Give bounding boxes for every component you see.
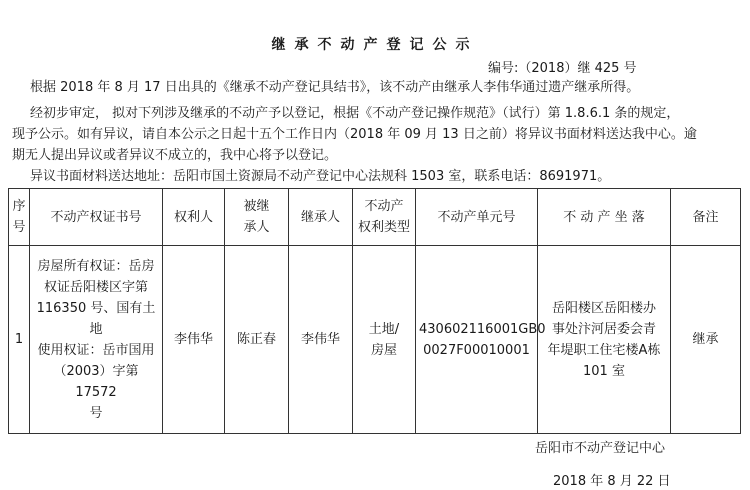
- paragraph-objection-address: 异议书面材料送达地址：岳阳市国土资源局不动产登记中心法规科 1503 室，联系电话：8691971。: [30, 169, 611, 184]
- cell-decedent: 陈正春: [225, 246, 289, 434]
- paragraph-basis: 根据 2018 年 8 月 17 日出具的《继承不动产登记具结书》，该不动产由继承人李伟华通过遗产继承所得。: [30, 80, 640, 95]
- paragraph-review-line2: 现予公示。如有异议，请自本公示之日起十五个工作日内（2018 年 09 月 13 日之前）将异议书面材料送达我中心。逾: [12, 127, 697, 142]
- cell-owner: 李伟华: [163, 246, 225, 434]
- issuing-organization: 岳阳市不动产登记中心: [535, 441, 666, 456]
- serial-number: 编号:（2018）继 425 号: [488, 61, 637, 76]
- cell-seq: 1: [9, 246, 30, 434]
- header-unit-number: 不动产单元号: [416, 189, 538, 246]
- cell-note: 继承: [671, 246, 741, 434]
- cell-unit-number: 430602116001GB0 0027F00010001: [416, 246, 538, 434]
- cell-heir: 李伟华: [289, 246, 353, 434]
- paragraph-review-line3: 期无人提出异议或者异议不成立的，我中心将予以登记。: [12, 148, 338, 163]
- header-owner: 权利人: [163, 189, 225, 246]
- registration-table: [8, 188, 741, 434]
- header-location: 不 动 产 坐 落: [538, 189, 671, 246]
- header-note: 备注: [671, 189, 741, 246]
- notice-title: 继承不动产登记公示: [271, 37, 479, 53]
- table-row: [9, 246, 741, 434]
- header-cert-number: 不动产权证书号: [30, 189, 163, 246]
- header-right-type: 不动产 权利类型: [353, 189, 416, 246]
- header-seq: 序 号: [9, 189, 30, 246]
- table-header-row: [9, 189, 741, 246]
- cell-location: 岳阳楼区岳阳楼办 事处汴河居委会青 年堤职工住宅楼A栋 101 室: [538, 246, 671, 434]
- cell-right-type: 土地/ 房屋: [353, 246, 416, 434]
- issue-date: 2018 年 8 月 22 日: [553, 474, 671, 489]
- header-heir: 继承人: [289, 189, 353, 246]
- header-decedent: 被继 承人: [225, 189, 289, 246]
- paragraph-review-line1: 经初步审定， 拟对下列涉及继承的不动产予以登记，根据《不动产登记操作规范》（试行）第 1.8.6.1 条的规定，: [30, 106, 680, 121]
- cell-cert-number: 房屋所有权证：岳房 权证岳阳楼区字第 116350 号、国有土地 使用权证：岳市国用 （2003）字第 17572 号: [30, 246, 163, 434]
